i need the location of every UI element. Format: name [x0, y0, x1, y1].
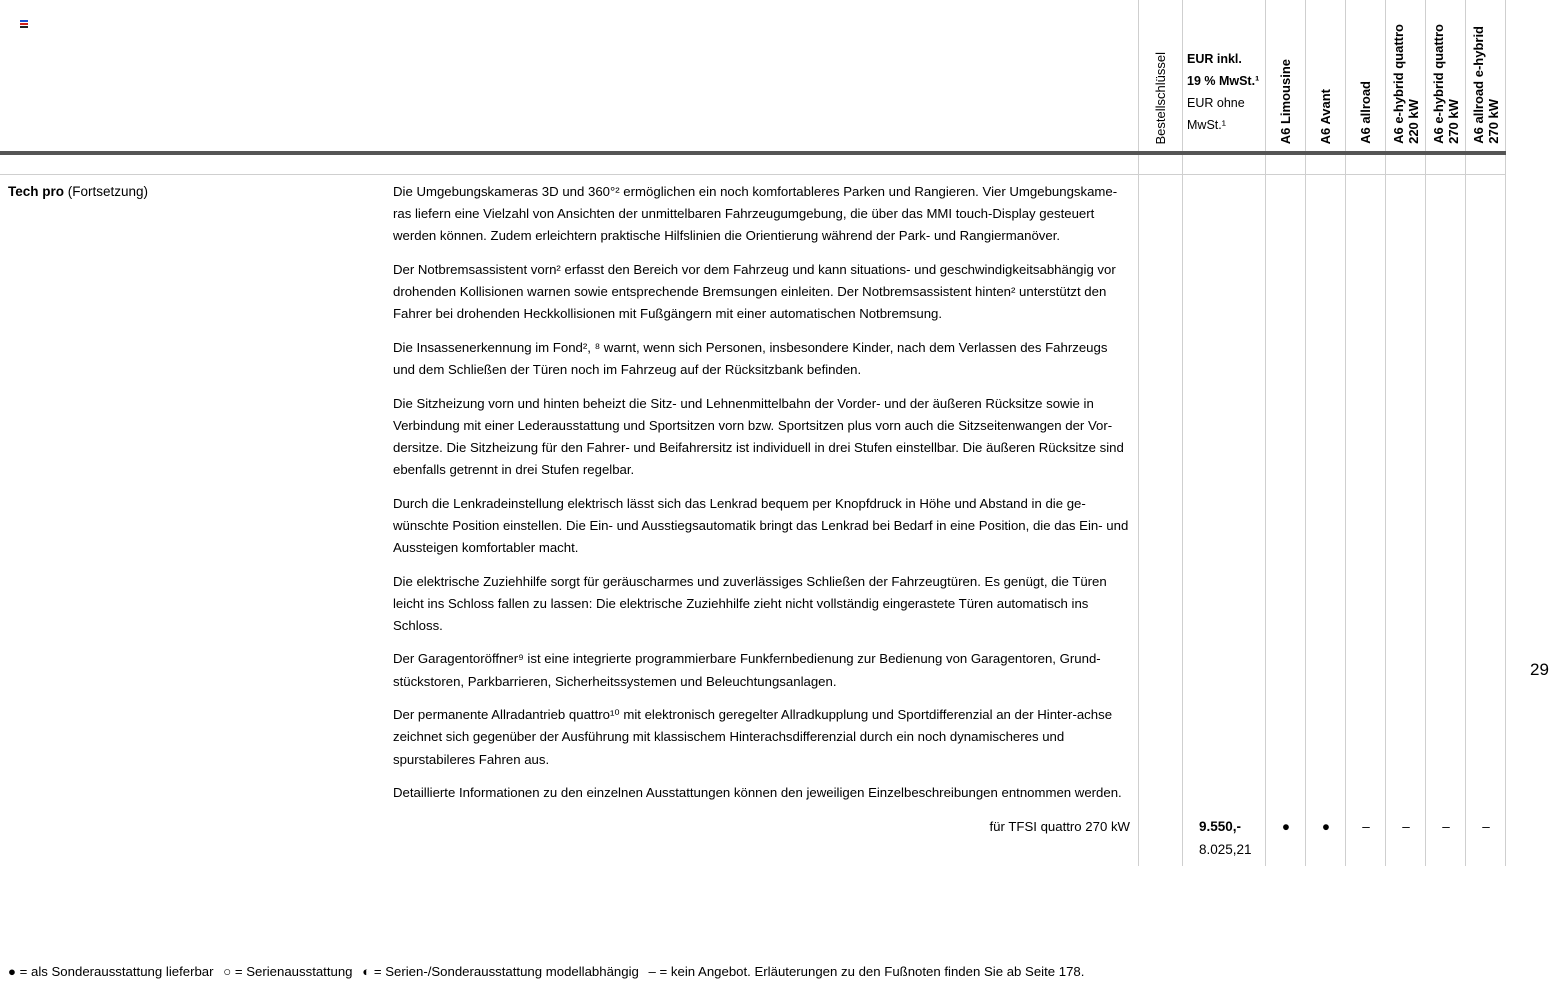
price-gross: 9.550,- — [1199, 819, 1242, 834]
row-title — [8, 184, 148, 199]
col-divider — [1305, 0, 1306, 866]
header-model-a6-allroad: A6 allroad — [1358, 81, 1373, 144]
header-model-e-hybrid-220: A6 e-hybrid quattro 220 kW — [1391, 24, 1421, 144]
description-paragraph: Die Insassenerkennung im Fond², ⁸ warnt, wenn sich Personen, insbesondere Kinder, nach dem Verlassen des Fahrzeugs und dem Schließen der Türen noch im Fahrzeug auf der Rücksitzbank befinden. — [393, 339, 1108, 378]
header-price-net-2: MwSt.¹ — [1187, 118, 1226, 132]
price-net: 8.025,21 — [1199, 842, 1252, 857]
col-divider — [1138, 0, 1139, 866]
header-model-allroad-e-hybrid-270: A6 allroad e-hybrid 270 kW — [1471, 26, 1501, 144]
col-divider — [1345, 0, 1346, 866]
availability-a6-allroad: – — [1362, 819, 1370, 834]
availability-e-hybrid-270: – — [1442, 819, 1450, 834]
description-paragraph: Der permanente Allradantrieb quattro¹⁰ mit elektronisch geregelter Allradkupplung und Sportdifferenzial an der Hinter-achse zeichnet sich gegenüber der Ausführung mit klassischem Hinterachsdifferenzial durch ein noch dynamischeres und spurstabileres Fahren aus. — [393, 707, 1113, 767]
description-paragraph: Die Umgebungskameras 3D und 360°² ermöglichen ein noch komfortableres Parken und Rangieren. Vier Umgebungskame-ras liefern eine Vielzahl von Ansichten der unmittelbaren Fahrzeugumgebung, die über das MMI touch-Display gesteuert werden können. Zudem erleichtern praktische Hilfslinien die Orientierung während der Park- und Rangiermanöver. — [393, 184, 1118, 244]
header-model-e-hybrid-270: A6 e-hybrid quattro 270 kW — [1431, 24, 1461, 144]
header-order-key: Bestellschlüssel — [1153, 51, 1168, 144]
col-divider — [1265, 0, 1266, 866]
brand-logo-icon — [20, 20, 28, 28]
col-divider — [1505, 0, 1506, 866]
header-model-a6-avant: A6 Avant — [1318, 88, 1333, 144]
description-paragraph: Der Notbremsassistent vorn² erfasst den Bereich vor dem Fahrzeug und kann situations- und geschwindigkeitsabhängig vor drohenden Kollisionen warnen sowie entsprechende Bremsungen einleiten. Der Notbremsassistent hinten² unterstützt den Fahrer bei drohenden Heckkollisionen mit Fußgängern mit einer automatischen Notbremsung. — [393, 261, 1116, 322]
col-divider — [1465, 0, 1466, 866]
description-paragraph: Durch die Lenkradeinstellung elektrisch lässt sich das Lenkrad bequem per Knopfdruck in Höhe und Abstand in die ge-wünschte Position einstellen. Die Ein- und Ausstiegsautomatik bringt das Lenkrad bei Bedarf in eine Position, die das Ein- und Aussteigen komfortabler macht. — [393, 495, 1129, 556]
row-title-name: Tech pro — [8, 184, 65, 199]
availability-a6-avant: ● — [1321, 819, 1331, 834]
col-divider — [1385, 0, 1386, 866]
legend-item-standard: ○ = Serienausstattung — [223, 964, 353, 979]
description-paragraph: Die Sitzheizung vorn und hinten beheizt die Sitz- und Lehnenmittelbahn der Vorder- und der äußeren Rücksitze sowie in Verbindung mit einer Lederausstattung und Sportsitzen vorn bzw. Sportsitzen plus vorn auch die Sitzseitenwangen der Vor-dersitze. Die Sitzheizung für den Fahrer- und Beifahrersitz ist individuell in drei Stufen einstellbar. Die äußeren Rücksitze sind ebenfalls getrennt in drei Stufen regelbar. — [393, 395, 1124, 478]
description-paragraph: Die elektrische Zuziehhilfe sorgt für geräuscharmes und zuverlässiges Schließen der Fahrzeugtüren. Es genügt, die Türen leicht ins Schloss fallen zu lassen: Die elektrische Zuziehhilfe zieht nicht vollständig eingerastete Türen automatisch ins Schloss. — [393, 573, 1107, 633]
description-paragraph: Der Garagentoröffner⁹ ist eine integrierte programmierbare Funkfernbedienung zur Bedienung von Garagentoren, Grund-stückstoren, Parkbarrieren, Sicherheitssystemen und Beleuchtungsanlagen. — [393, 651, 1101, 689]
header-rule — [0, 151, 1506, 155]
availability-allroad-e-hybrid-270: – — [1482, 819, 1490, 834]
header-price-gross-1: EUR inkl. — [1187, 52, 1242, 66]
header-price-gross-2: 19 % MwSt.¹ — [1187, 74, 1260, 88]
availability-e-hybrid-220: – — [1402, 819, 1410, 834]
header-model-a6-limousine: A6 Limousine — [1278, 58, 1293, 144]
page-number: 29 — [1530, 660, 1549, 679]
engine-variant: für TFSI quattro 270 kW — [989, 819, 1130, 834]
row-description — [393, 181, 1133, 816]
legend-item-model-dependent: ◐ = Serien-/Sonderausstattung modellabhängig — [362, 964, 639, 979]
col-divider — [1182, 0, 1183, 866]
header-price — [1187, 48, 1265, 136]
row-title-suffix: (Fortsetzung) — [64, 184, 149, 199]
legend — [8, 964, 1090, 979]
availability-a6-limousine: ● — [1281, 819, 1291, 834]
row-rule — [0, 174, 1506, 175]
legend-item-optional: ● = als Sonderausstattung lieferbar — [8, 964, 214, 979]
description-paragraph: Detaillierte Informationen zu den einzelnen Ausstattungen können den jeweiligen Einzelbeschreibungen entnommen werden. — [393, 785, 1122, 801]
legend-item-not-offered: – = kein Angebot. Erläuterungen zu den Fußnoten finden Sie ab Seite 178. — [648, 964, 1085, 979]
col-divider — [1425, 0, 1426, 866]
header-price-net-1: EUR ohne — [1187, 96, 1245, 110]
